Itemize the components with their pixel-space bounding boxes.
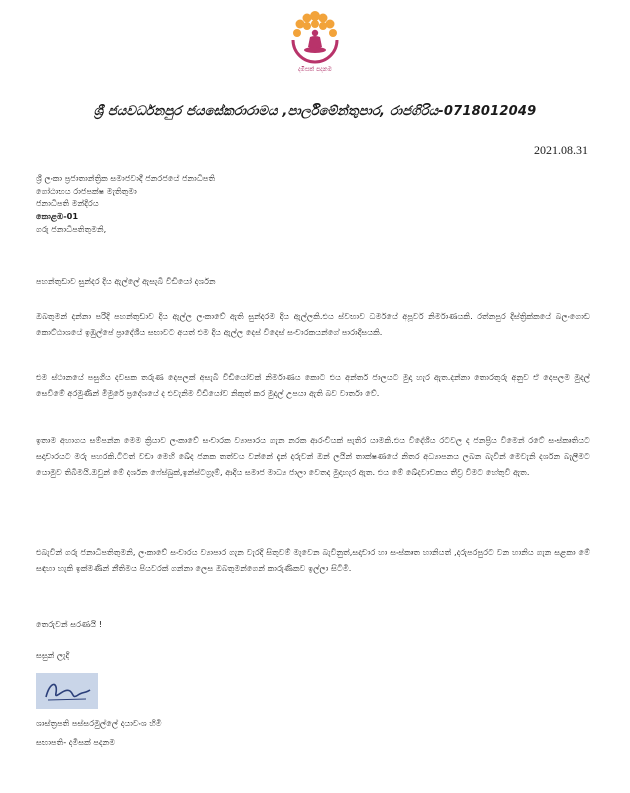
signature-icon <box>36 673 98 709</box>
signature-image <box>36 673 98 709</box>
buddha-bodhi-tree-logo-icon <box>285 6 345 66</box>
address-line-2: ගෝඨාභය රාජපක්ෂ මැතිතුමා <box>36 185 137 196</box>
body-paragraph-2: එම ස්ථානයේ පසුගිය දවසක තරුණ දෙපලක් අසැබි වීඩියෝවක් නිර්මාණය කොට එය අන්තර් ජාලයට මුදා හැර ඇත.දන්නා තොරතුරු අනුව ඒ දෙපලම මුදල් සෙවීමේ අරමුණින් මීමුරේ ප්‍රදේශයේ ද එවැනිම වීඩියෝව නිකුත් කර මුදල් උපයා ඇති බව වාර්තා වේ. <box>36 372 590 398</box>
letterhead-address: ශ්‍රී ජයවර්ධනපුර ජයසේකරාරාමය ,පාර්ලිමේන්තුපාර, රාජගිරිය-0718012049 <box>93 104 537 119</box>
sign-off-label: සසුන් ලැදි <box>36 650 70 660</box>
address-line-3: ජනාධිපති මන්දිරය <box>36 198 99 209</box>
address-line-4: කොළඹ-01 <box>36 211 79 222</box>
body-paragraph-4: එබැවින් ගරු ජනාධිපතිතුමනි, ලංකාවේ සංචාරය ව්‍යාපාර ගැන වැරදි සිතුවම් මැවෙන බැවිනුත්,සදාචාර හා සංස්කෘත හානියත් ,දරුපරපුරට වන හානිය ගැන සළකා මේ සඳහා හැකි ඉක්මණින් නීතිමය පියවරක් ගන්නා ලෙස ඔබතුමන්ගෙන් කාරුණිකව ඉල්ලා සිටිමි. <box>36 547 590 573</box>
logo <box>280 6 350 86</box>
salutation: ගරු ජනාධිපතිතුමනි, <box>36 223 107 234</box>
signatory-title: සභාපති- දමිසක් පදනම <box>36 737 116 747</box>
address-line-1: ශ්‍රී ලංකා ප්‍රජාතාන්ත්‍රික සමාජවාදී ජනරජයේ ජනාධිපති <box>36 173 216 183</box>
signatory-name: ශාස්ත්‍රපති පස්සරමුල්ලේ දයාවංශ හිමි <box>36 718 162 728</box>
closing-line: තෙරුවන් සරණයි ! <box>36 619 103 629</box>
logo-caption: දමිසක් පදනම <box>298 66 332 73</box>
body-paragraph-3: ඉතාම අහාගය සම්පන්න මෙම ක්‍රියාව ලංකාවේ සංචාරක ව්‍යාපාරය ගැන නරක ආරංචියක් පැතිර යාමකි.එය විදේශීය රටවල ද ජනප්‍රිය වීමෙන් රටේ සංස්කෘතියට සදාචාරයට මරු පහරකි.ටිටත් වඩා මෙහි ඛේද ජනක තත්වය වන්නේ දැන් දරුවන් ඔන් ලයින් තාක්ෂණයේ නිතර අධ්‍යාපනය ලබන බැවින් මෙවැනි දර්ශන බැලීමට යොමුව තිබීමයි.ඔවුන් මේ දර්ශන ෆේස්බුක්,ඉන්ස්ටග්‍රෑම්, ආදිය සමාජ මාධ්‍ය ජාලා වෙතද මුදාහැර ඇත. එය මේ ඛේදවාචකය තීව්‍ර වීමට හේතුවී ඇත. <box>36 435 590 477</box>
recipient-address <box>36 172 590 236</box>
body-paragraph-1: ඔබතුමන් දන්නා පරිදි පහන්තුඩාව දිය ඇල්ල ලංකාවේ ඇති සුන්දරම දිය ඇල්ලකි.එය ස්වභාව ධර්මයේ අපූර්ව නිර්මාණයකි. රත්නපුර දිස්ත්‍රික්කයේ බලංගොඩ කොට්ඨාශයේ ඉඹුල්පේ ප්‍රාදේශීය සභාවට අයත් එම දිය ඇල්ල දෙස් විදෙස් සංචාරකයන්ගේ පාරාදීසයකි. <box>36 311 590 337</box>
letter-subject: පහන්තුඩාව සුන්දර දිය ඇල්ලේ ඇසැබි වීඩියෝ දර්ශන <box>36 276 216 286</box>
letter-date: 2021.08.31 <box>534 143 588 157</box>
